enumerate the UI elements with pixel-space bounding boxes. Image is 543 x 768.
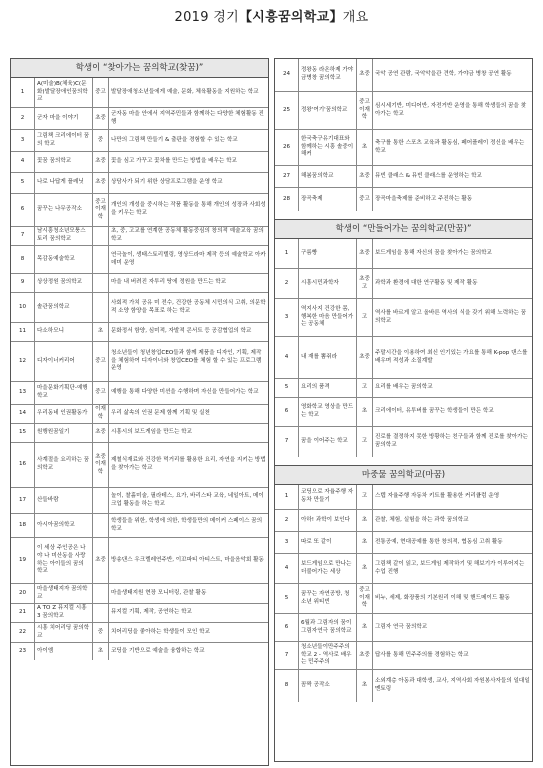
school-description: 꽃을 심고 가꾸고 꽃차를 만드는 방법을 배우는 학교: [111, 158, 237, 165]
school-level: [93, 488, 109, 513]
school-name: 청소년들이만주주의 학교 2 - 역사로 배우는 민주주의: [299, 642, 357, 669]
school-level: 초: [357, 532, 373, 553]
school-description: 방송댄스 우크렐레연주반, 이꼬파티 아티스트, 마을음악회 활동: [111, 556, 264, 563]
row-number: 1: [275, 239, 299, 268]
table-row: [275, 398, 532, 427]
school-description: 그림책 같이 읽고, 보드게임 제작하기 및 해보기가 이루어지는 수업 진행: [375, 560, 525, 575]
row-number: 2: [275, 269, 299, 298]
row-number: 10: [11, 293, 35, 322]
row-number: 4: [275, 337, 299, 378]
table-row: [11, 152, 268, 173]
row-number: 2: [11, 108, 35, 129]
school-name: 영화학교 영상을 만드는 학교: [299, 398, 357, 426]
school-level: [93, 293, 109, 322]
table-row: [11, 514, 268, 538]
row-number: 22: [11, 623, 35, 642]
row-number: 21: [11, 604, 35, 622]
table-row: [11, 323, 268, 342]
school-name: 따로 또 같이: [299, 532, 357, 553]
table-row: [275, 532, 532, 554]
school-name: 이 세상 주인공은 나야 나 미산동을 사랑하는 아이들의 꿈의 학교: [35, 538, 93, 583]
school-name: 군자 마을 이야기: [35, 108, 93, 129]
school-name: 마을생태지자 꿈의학교: [35, 584, 93, 603]
school-level: [93, 246, 109, 273]
row-number: 8: [11, 246, 35, 273]
table-row: [11, 274, 268, 293]
school-description: 장곡마을축제를 준비하고 주진하는 활동: [375, 195, 473, 202]
school-name: 6월과 그림자의 꿈이 그림자연극 꿈의학교: [299, 614, 357, 641]
school-description: 학생들을 위한, 학생에 의한, 학생들만의 메이커 스페이스 꿈의학교: [111, 517, 263, 532]
school-description: 개인의 개성을 중시하는 작품 활동을 통해 개인의 성장과 사회성을 키우는 학교: [111, 202, 266, 216]
row-number: 25: [275, 92, 299, 129]
title-suffix: 개요: [342, 10, 369, 25]
table-row: [11, 246, 268, 274]
table-row: [275, 59, 532, 92]
school-name: 시흥시민과학자: [299, 269, 357, 298]
school-description: 코딩을 기반으로 예술을 융합하는 학교: [111, 647, 205, 654]
school-description: 나만의 그림책 만들기 & 출판을 경험할 수 있는 학교: [111, 136, 238, 143]
school-name: 내 재를 뽐쥐라: [299, 337, 357, 378]
school-level: 중고: [93, 382, 109, 404]
table-row: [11, 194, 268, 227]
section-heading-mankum: 학생이 “만들어가는 꿈의학교(만꿈)”: [275, 220, 532, 239]
row-number: 1: [11, 78, 35, 107]
row-number: 16: [11, 443, 35, 487]
row-number: 6: [275, 614, 299, 641]
school-description: 진로를 결정하지 못한 방황하는 친구들과 함께 진로를 찾아가는 꿈의학교: [375, 434, 528, 448]
table-row: [11, 293, 268, 323]
school-description: 마을 내 버려진 자투리 땅에 정원을 만드는 학교: [111, 279, 227, 286]
table-row: [275, 337, 532, 379]
school-description: 사회적 가치 공유 미 전수, 건강한 공동체 시민의식 고취, 의문학적 소양 함양을 목표로 하는 학교: [111, 299, 266, 314]
row-number: 17: [11, 488, 35, 513]
school-description: 비누, 세제, 화장품의 기본원리 이해 및 핸드메이드 활동: [375, 594, 510, 601]
school-name: 원행원꿈일기: [35, 424, 93, 442]
row-number: 19: [11, 538, 35, 583]
school-description: 예행을 통해 다양한 미션을 수행하며 자신을 만들어가는 학교: [111, 389, 259, 396]
school-name: 아시아꿈의학교: [35, 514, 93, 537]
row-number: 23: [11, 643, 35, 660]
row-number: 28: [275, 188, 299, 211]
school-name: 정왕동 라온하제 가야금병창 꿈의학교: [299, 59, 357, 91]
table-row: [11, 424, 268, 443]
school-description: 문화정서 함양, 심미적, 자발적 콘서트 등 공감협업의 학교: [111, 328, 252, 335]
row-number: 7: [11, 227, 35, 245]
school-description: 마을생태지원 현장 모니터링, 관찰 활동: [111, 589, 207, 596]
table-row: [275, 299, 532, 337]
school-name: 코딩으로 자율주행 자동차 만들기: [299, 485, 357, 509]
row-number: 15: [11, 424, 35, 442]
school-description: 발달장애청소년들에게 예술, 문화, 체육활동을 지원하는 학교: [111, 88, 259, 95]
school-level: 초: [357, 510, 373, 531]
row-number: 6: [11, 194, 35, 226]
row-number: 24: [275, 59, 299, 91]
school-level: [93, 514, 109, 537]
page-title: [0, 6, 543, 25]
table-row: [11, 227, 268, 246]
school-name: 산들바람: [35, 488, 93, 513]
school-level: 중고: [357, 188, 373, 211]
school-description: 답사를 통해 민주주의를 경험하는 학교: [375, 651, 469, 658]
section-heading-chakum: 학생이 “찾아가는 꿈의학교(찾꿈)”: [11, 59, 268, 78]
school-level: 초: [93, 323, 109, 341]
school-name: 꿈꾸는 자연공방, 청소년 위티빈: [299, 584, 357, 613]
table-row: [11, 584, 268, 604]
row-number: 5: [11, 173, 35, 193]
row-number: 13: [11, 382, 35, 404]
table-row: [275, 642, 532, 670]
school-level: 중: [93, 130, 109, 151]
school-level: 초: [357, 554, 373, 583]
row-number: 1: [275, 485, 299, 509]
school-name: 꿈을 이어주는 학교: [299, 427, 357, 457]
section-gap: [275, 457, 532, 466]
school-name: 디자이너커리어: [35, 342, 93, 381]
school-name: 마을문화기획단-예행학교: [35, 382, 93, 404]
school-level: 초중: [93, 424, 109, 442]
table-row: [11, 538, 268, 584]
school-description: 전통공예, 현대공예를 통한 창의적, 협동심 고취 활동: [375, 538, 503, 545]
school-description: 놀이, 찰흙미술, 필라테스, 요가, 바리스타 교육, 네일아트, 메이크업 활동을 하는 학교: [111, 492, 264, 507]
school-name: 한국축구유기대표와 함께하는 시흥 솔중이해커: [299, 130, 357, 165]
table-row: [275, 670, 532, 702]
school-description: 과학과 환경에 대한 연구활동 및 제작 활동: [375, 279, 478, 286]
row-number: 11: [11, 323, 35, 341]
row-number: 5: [275, 379, 299, 397]
row-number: 2: [275, 510, 299, 531]
school-level: 중고이재학: [93, 194, 109, 226]
row-number: 3: [275, 532, 299, 553]
row-number: 7: [275, 427, 299, 457]
school-description: 주말시간을 이용하여 최신 인기있는 가요를 통해 K-pop 댄스를 배우며 적성과 소질계발: [375, 349, 528, 364]
row-number: 3: [275, 299, 299, 336]
school-name: 역지사지 건강한 몸, 행복한 마음 만들어가는 공동체: [299, 299, 357, 336]
row-number: 27: [275, 166, 299, 187]
table-row: [275, 166, 532, 188]
table-row: [275, 379, 532, 398]
school-level: 초중고: [357, 269, 373, 298]
row-number: 14: [11, 405, 35, 423]
row-number: 3: [11, 130, 35, 151]
school-name: 목감동예술학교: [35, 246, 93, 273]
school-level: 이재학: [93, 405, 109, 423]
school-name: 해봄꿈의학교: [299, 166, 357, 187]
school-name: 다소하모니: [35, 323, 93, 341]
row-number: 26: [275, 130, 299, 165]
row-number: 8: [275, 670, 299, 702]
school-description: 축구를 통한 스포츠 교육과 활동심, 페어플레이 정신을 배우는 학교: [375, 139, 525, 154]
school-level: 초중이재학: [93, 443, 109, 487]
school-level: 중고이재학: [357, 584, 373, 613]
row-number: 9: [11, 274, 35, 292]
table-row: [11, 488, 268, 514]
school-name: 정왕'여기'꿈의학교: [299, 92, 357, 129]
school-name: 보드게임으로 만나는 더불어가는 세상: [299, 554, 357, 583]
table-row: [275, 239, 532, 269]
school-name: 남시흥청소년모퉁스토리 꿈의학교: [35, 227, 93, 245]
school-name: 요리의 품격: [299, 379, 357, 397]
school-description: 시흥시의 보드게임을 만드는 학교: [111, 429, 192, 436]
school-description: 크리에이터, 유투버를 꿈꾸는 학생들이 만든 학교: [375, 408, 494, 415]
school-description: 연극놀이, 생태스토리텔링, 영상드라마 제작 등의 예술학교 아카데미 운영: [111, 251, 266, 266]
school-description: 상담사가 되기 위한 상담프로그램을 운영 학교: [111, 179, 223, 186]
school-description: 치어리딩을 좋아하는 학생들이 모인 학교: [111, 628, 210, 635]
row-number: 4: [275, 554, 299, 583]
right-bottom-rows: [275, 485, 532, 702]
right-top-rows: [275, 59, 532, 211]
school-description: 보드게임을 통해 자신의 꿈을 찾아가는 꿈의학교: [375, 249, 492, 256]
school-level: 초: [357, 130, 373, 165]
school-name: 아이엠: [35, 643, 93, 660]
school-description: 뮤빈 클래스 & 뮤빈 클래스를 운영하는 학교: [375, 172, 482, 179]
school-description: 소외계층 아동과 대학생, 교사, 지역사회 자원봉사자들의 일대일 멘토링: [375, 678, 530, 692]
school-level: 고: [357, 485, 373, 509]
title-bracket-close: 】: [329, 10, 343, 25]
row-number: 6: [275, 398, 299, 426]
table-row: [11, 78, 268, 108]
school-description: 우리 삶속의 인권 문제 함께 기획 및 실천: [111, 410, 210, 417]
school-level: 초중: [357, 166, 373, 187]
school-level: [93, 604, 109, 622]
school-name: 나로 나답게 플레닛: [35, 173, 93, 193]
school-name: 상상정원 꿈의학교: [35, 274, 93, 292]
table-row: [275, 554, 532, 584]
school-level: [93, 584, 109, 603]
school-description: 심시세기반, 미디어반, 자전거반 운영을 통해 학생들의 꿈을 찾아가는 학교: [375, 102, 527, 117]
school-level: 초: [357, 398, 373, 426]
right-mid-rows: [275, 239, 532, 457]
table-row: [11, 108, 268, 130]
school-level: 초중: [93, 152, 109, 172]
row-number: 4: [11, 152, 35, 172]
table-row: [275, 92, 532, 130]
school-level: 고: [357, 299, 373, 336]
table-row: [11, 405, 268, 424]
school-name: 장곡축제: [299, 188, 357, 211]
table-row: [275, 188, 532, 211]
school-description: 초, 중, 고교를 연계한 공동체 활동중심의 창의적 예술교육 꿈의학교: [111, 228, 264, 242]
school-description: 그림자 연극 꿈의학교: [375, 623, 428, 630]
row-number: 5: [275, 584, 299, 613]
table-row: [11, 604, 268, 623]
school-level: [93, 274, 109, 292]
school-name: 시흥 치어리딩 꿈의학교: [35, 623, 93, 642]
school-level: 초: [357, 614, 373, 641]
school-level: 중고이재학: [357, 92, 373, 129]
section-heading-makum: 마중물 꿈의학교(마꿈): [275, 466, 532, 485]
school-level: 초: [93, 643, 109, 660]
school-level: 초: [357, 670, 373, 702]
row-number: 7: [275, 642, 299, 669]
table-row: [11, 130, 268, 152]
school-level: 중고: [93, 342, 109, 381]
table-row: [275, 130, 532, 166]
school-description: 관찰, 체험, 실험을 하는 과학 꿈의학교: [375, 516, 469, 523]
school-level: 초중: [93, 108, 109, 129]
school-description: 요리를 배우는 꿈의학교: [375, 384, 433, 391]
school-description: 스텝 자율주행 자동차 키트를 활용한 커리큘럼 운영: [375, 493, 500, 500]
table-row: [11, 342, 268, 382]
table-row: [275, 269, 532, 299]
table-row: [275, 614, 532, 642]
right-table: [274, 58, 533, 762]
row-number: 20: [11, 584, 35, 603]
school-level: 초중: [93, 173, 109, 193]
school-name: 꽃꿈 꿈의학교: [35, 152, 93, 172]
school-level: 초중: [357, 337, 373, 378]
table-row: [11, 173, 268, 194]
school-level: 고: [357, 427, 373, 457]
school-name: 아하! 과학이 보인다: [299, 510, 357, 531]
table-row: [275, 485, 532, 510]
school-name: 사계절을 요리하는 꿈의학교: [35, 443, 93, 487]
table-row: [11, 623, 268, 643]
table-row: [275, 584, 532, 614]
title-bracket-open: 【: [238, 10, 253, 25]
school-description: 청소년들이 청년창업CEO들과 함께 제품을 디자인, 기획, 제작을 체험하여 디자이너와 창업CEO를 체험 할 수 있는 프로그램 운영: [111, 350, 262, 372]
school-level: [93, 227, 109, 245]
school-description: 제철식재료와 건강한 먹거리를 활용한 요리, 자연을 지키는 방법을 찾아가는 학교: [111, 457, 266, 471]
school-level: 초중: [357, 642, 373, 669]
school-description: 역사를 바르게 알고 올바른 역사의 식을 갖기 위해 노력하는 꿈의학교: [375, 309, 527, 324]
section-gap: [275, 211, 532, 220]
table-row: [275, 510, 532, 532]
school-name: 그림책 크리에이터 꿈의 학교: [35, 130, 93, 151]
school-description: 국악 공연 관람, 국악악을관 견학, 가야금 병창 공연 활동: [375, 71, 512, 78]
school-name: 구름빵: [299, 239, 357, 268]
title-main: 시흥꿈의학교: [252, 10, 330, 25]
school-name: 꿈꾸는 나무공작소: [35, 194, 93, 226]
row-number: 12: [11, 342, 35, 381]
school-name: A(미술)B(체육)C(문화)발달장애인꿈의학교: [35, 78, 93, 107]
school-name: 솔관꿈의학교: [35, 293, 93, 322]
table-row: [11, 382, 268, 405]
school-level: 중고: [93, 78, 109, 107]
school-name: 우리동네 인권활동가: [35, 405, 93, 423]
school-name: A TO Z 뮤지컬 시흥3 꿈의학교: [35, 604, 93, 622]
school-level: 중: [93, 623, 109, 642]
school-level: 초중: [93, 538, 109, 583]
row-number: 18: [11, 514, 35, 537]
table-row: [11, 643, 268, 660]
school-name: 꼼짝 공작소: [299, 670, 357, 702]
table-row: [275, 427, 532, 457]
school-description: 군자동 마을 안에서 지역주민들과 함께하는 다양한 체험활동 진행: [111, 110, 264, 125]
school-description: 뮤지컬 기획, 제작, 공연하는 학교: [111, 609, 192, 616]
title-prefix: 2019 경기: [174, 10, 239, 25]
left-rows: [11, 78, 268, 660]
school-level: 초중: [357, 59, 373, 91]
table-row: [11, 443, 268, 488]
school-level: 고: [357, 379, 373, 397]
left-table: [10, 58, 269, 766]
school-level: 초중: [357, 239, 373, 268]
